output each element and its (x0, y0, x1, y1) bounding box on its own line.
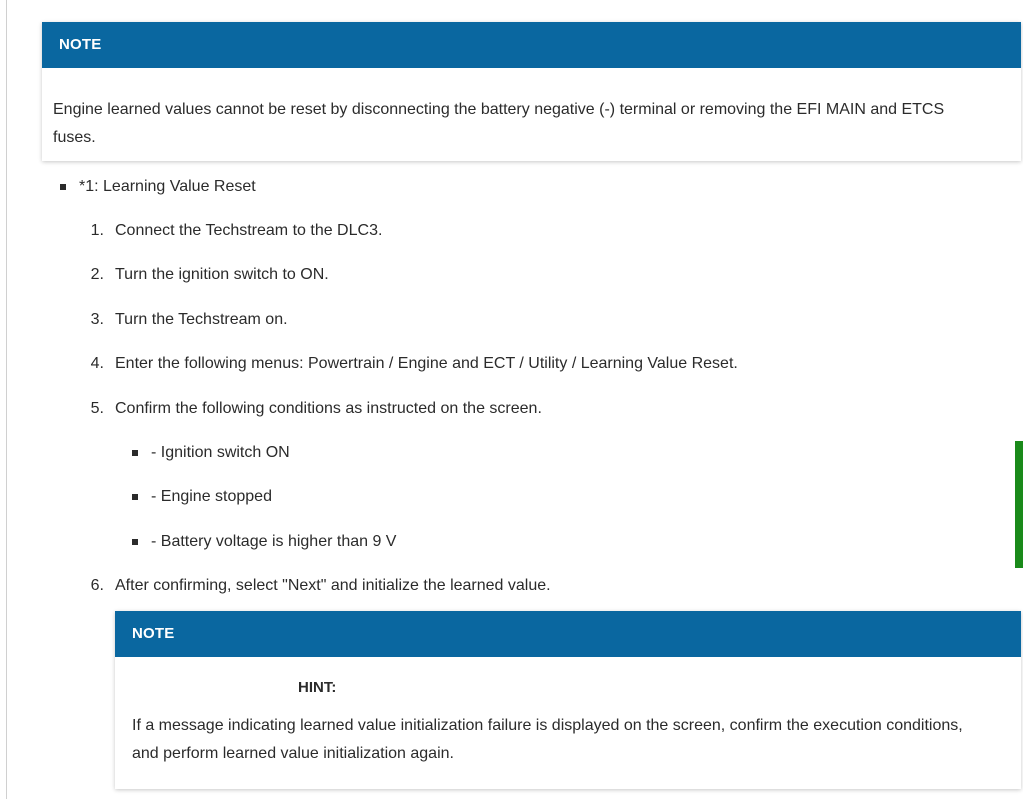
note-box-bottom (115, 611, 1021, 789)
step-number: 4. (90, 355, 104, 372)
step-number: 3. (90, 311, 104, 328)
hint-label: HINT: (298, 679, 337, 696)
step-number: 2. (90, 266, 104, 283)
step-number: 1. (90, 222, 104, 239)
note-body-top (42, 22, 981, 152)
step-number: 5. (90, 400, 104, 417)
square-bullet-icon (132, 494, 138, 500)
scroll-position-indicator[interactable] (1015, 441, 1023, 568)
step-text: Confirm the following conditions as instructed on the screen. (115, 400, 542, 417)
step-text: Connect the Techstream to the DLC3. (115, 222, 383, 239)
square-bullet-icon (132, 539, 138, 545)
square-bullet-icon (60, 184, 66, 190)
note-header-top: NOTE (42, 22, 1021, 68)
step-number: 6. (90, 577, 104, 594)
note-body-line-1: Engine learned values cannot be reset by disconnecting the battery negative (-) terminal or removing the EFI MAIN and ETCS (53, 101, 945, 118)
step-text: Turn the ignition switch to ON. (115, 266, 329, 283)
condition-item: - Engine stopped (151, 488, 272, 505)
content-left-border (6, 0, 7, 799)
note-header-bottom: NOTE (115, 611, 1021, 657)
condition-item: - Ignition switch ON (151, 444, 290, 461)
condition-item: - Battery voltage is higher than 9 V (151, 533, 397, 550)
hint-text-line-1: If a message indicating learned value initialization failure is displayed on the screen, confirm the execution conditions, (132, 717, 963, 734)
note-body-line-2: fuses. (53, 129, 96, 146)
step-text: Turn the Techstream on. (115, 311, 288, 328)
hint-text (132, 712, 1011, 768)
step-text: After confirming, select "Next" and initialize the learned value. (115, 577, 551, 594)
hint-text-line-2: and perform learned value initialization again. (132, 745, 454, 762)
section-title: *1: Learning Value Reset (79, 178, 256, 195)
square-bullet-icon (132, 450, 138, 456)
note-box-top (42, 22, 1021, 161)
step-text: Enter the following menus: Powertrain / Engine and ECT / Utility / Learning Value Reset. (115, 355, 738, 372)
